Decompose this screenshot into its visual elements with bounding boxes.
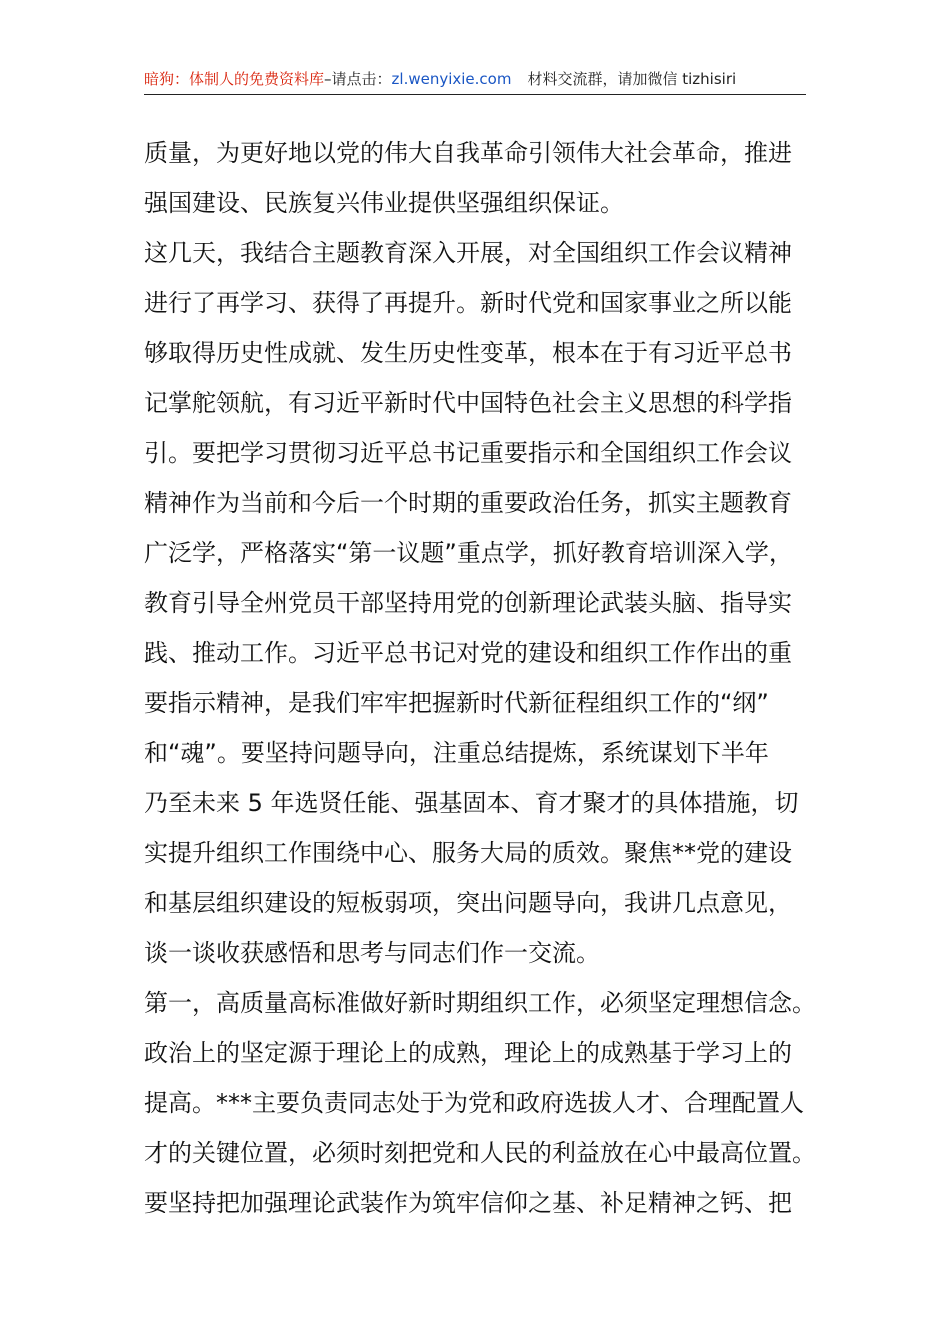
body-line: 实提升组织工作围绕中心、服务大局的质效。聚焦**党的建设 (144, 839, 792, 867)
body-line: 广泛学，严格落实“第一议题”重点学，抓好教育培训深入学， (144, 539, 793, 567)
body-line: 强国建设、民族复兴伟业提供坚强组织保证。 (144, 189, 624, 217)
page-header (144, 64, 806, 95)
body-line: 要坚持把加强理论武装作为筑牢信仰之基、补足精神之钙、把 (144, 1189, 792, 1217)
header-group-note: 材料交流群，请加微信 tizhisiri (527, 70, 737, 88)
header-prompt: –请点击： (324, 70, 392, 88)
header-brand[interactable]: 暗狗：体制人的免费资料库 (144, 70, 325, 88)
body-line: 够取得历史性成就、发生历史性变革，根本在于有习近平总书 (144, 339, 792, 367)
body-line: 才的关键位置，必须时刻把党和人民的利益放在心中最高位置。 (144, 1139, 816, 1167)
body-line: 政治上的坚定源于理论上的成熟，理论上的成熟基于学习上的 (144, 1039, 792, 1067)
body-line: 和“魂”。要坚持问题导向，注重总结提炼，系统谋划下半年 (144, 739, 769, 767)
body-line: 进行了再学习、获得了再提升。新时代党和国家事业之所以能 (144, 289, 792, 317)
body-line: 精神作为当前和今后一个时期的重要政治任务，抓实主题教育 (144, 489, 792, 517)
body-line: 引。要把学习贯彻习近平总书记重要指示和全国组织工作会议 (144, 439, 792, 467)
body-line: 践、推动工作。习近平总书记对党的建设和组织工作作出的重 (144, 639, 792, 667)
body-line: 质量，为更好地以党的伟大自我革命引领伟大社会革命，推进 (144, 139, 792, 167)
body-line: 第一，高质量高标准做好新时期组织工作，必须坚定理想信念。 (144, 989, 816, 1017)
body-line: 和基层组织建设的短板弱项，突出问题导向，我讲几点意见， (144, 889, 792, 917)
body-line: 提高。***主要负责同志处于为党和政府选拔人才、合理配置人 (144, 1089, 804, 1117)
body-line: 乃至未来 5 年选贤任能、强基固本、育才聚才的具体措施，切 (144, 789, 799, 817)
body-line: 记掌舵领航，有习近平新时代中国特色社会主义思想的科学指 (144, 389, 792, 417)
header-link[interactable]: zl.wenyixie.com (391, 70, 512, 88)
body-line: 教育引导全州党员干部坚持用党的创新理论武装头脑、指导实 (144, 589, 792, 617)
body-line: 要指示精神，是我们牢牢把握新时代新征程组织工作的“纲” (144, 689, 769, 717)
document-body (144, 128, 816, 1228)
body-line: 这几天，我结合主题教育深入开展，对全国组织工作会议精神 (144, 239, 792, 267)
body-line: 谈一谈收获感悟和思考与同志们作一交流。 (144, 939, 600, 967)
